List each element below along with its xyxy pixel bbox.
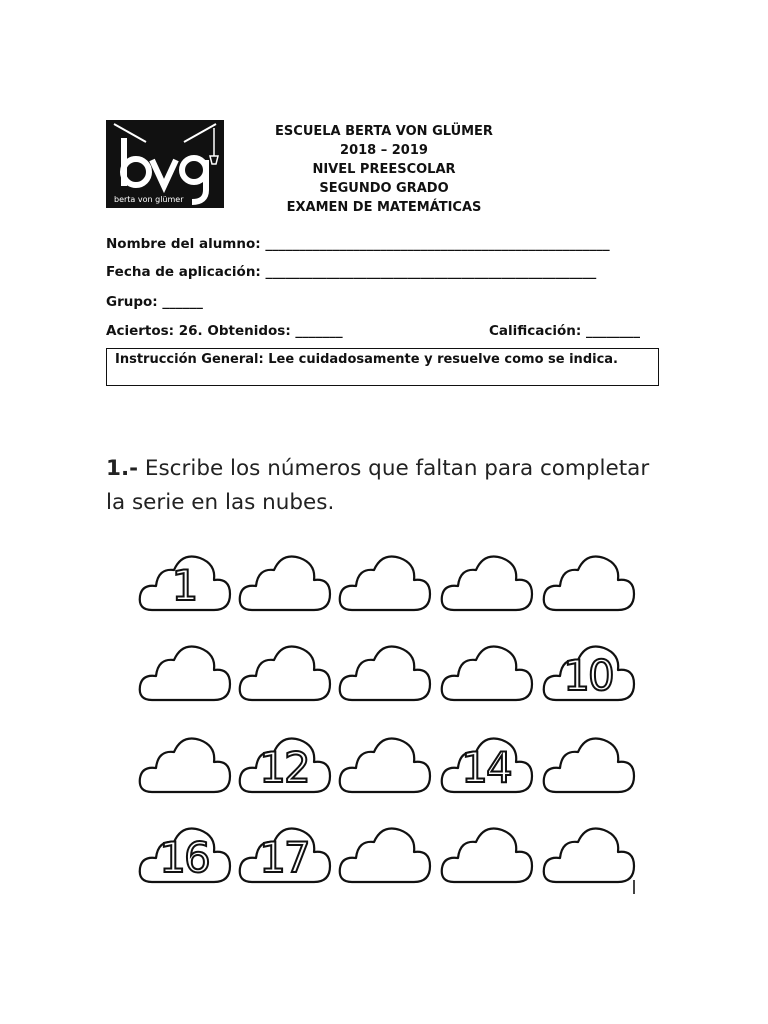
- question-1: [106, 452, 666, 520]
- cloud-icon: [436, 820, 536, 890]
- exam-title: EXAMEN DE MATEMÁTICAS: [286, 200, 482, 215]
- page-mark: [633, 880, 635, 894]
- cloud-16[interactable]: [134, 820, 234, 890]
- cloud-number: 10: [563, 651, 613, 700]
- grade-field[interactable]: Calificación: ________: [489, 323, 641, 339]
- cloud-3[interactable]: [334, 548, 434, 618]
- logo-caption: berta von glümer: [114, 195, 184, 204]
- question-text: Escribe los números que faltan para completar la serie en las nubes.: [106, 456, 650, 515]
- cloud-icon: [436, 638, 536, 708]
- hits-field[interactable]: Aciertos: 26. Obtenidos: _______: [106, 323, 343, 339]
- instruction-box: [106, 348, 659, 386]
- exam-header: [236, 122, 532, 217]
- cloud-9[interactable]: [436, 638, 536, 708]
- cloud-19[interactable]: [436, 820, 536, 890]
- cloud-8[interactable]: [334, 638, 434, 708]
- cloud-number: 16: [159, 833, 209, 882]
- cloud-20[interactable]: [538, 820, 638, 890]
- cloud-icon: [234, 548, 334, 618]
- instruction-text: Instrucción General: Lee cuidadosamente y resuelve como se indica.: [115, 352, 618, 367]
- school-level: NIVEL PREESCOLAR: [312, 162, 456, 177]
- cloud-7[interactable]: [234, 638, 334, 708]
- cloud-icon: [436, 548, 536, 618]
- cloud-17[interactable]: [234, 820, 334, 890]
- cloud-icon: [334, 638, 434, 708]
- cloud-icon: [134, 638, 234, 708]
- cloud-icon: [538, 730, 638, 800]
- cloud-icon: [538, 820, 638, 890]
- cloud-number: 14: [461, 743, 511, 792]
- cloud-icon: [234, 638, 334, 708]
- cloud-icon: [134, 730, 234, 800]
- school-grade: SEGUNDO GRADO: [319, 181, 449, 196]
- cloud-number: 17: [259, 833, 309, 882]
- school-year: 2018 – 2019: [340, 143, 428, 158]
- cloud-1[interactable]: [134, 548, 234, 618]
- cloud-18[interactable]: [334, 820, 434, 890]
- cloud-2[interactable]: [234, 548, 334, 618]
- cloud-11[interactable]: [134, 730, 234, 800]
- cloud-icon: [538, 548, 638, 618]
- school-name: ESCUELA BERTA VON GLÜMER: [275, 124, 493, 139]
- cloud-icon: [334, 820, 434, 890]
- cloud-grid: [126, 540, 646, 900]
- cloud-5[interactable]: [538, 548, 638, 618]
- cloud-icon: [334, 730, 434, 800]
- cloud-number: 12: [259, 743, 309, 792]
- date-field[interactable]: Fecha de aplicación: _________________________________________________: [106, 264, 597, 280]
- cloud-15[interactable]: [538, 730, 638, 800]
- cloud-13[interactable]: [334, 730, 434, 800]
- question-number: 1.-: [106, 456, 139, 481]
- school-logo: [106, 120, 224, 208]
- group-field[interactable]: Grupo: ______: [106, 294, 203, 310]
- cloud-10[interactable]: [538, 638, 638, 708]
- cloud-14[interactable]: [436, 730, 536, 800]
- cloud-number: 1: [171, 561, 197, 610]
- cloud-12[interactable]: [234, 730, 334, 800]
- cloud-4[interactable]: [436, 548, 536, 618]
- student-name-field[interactable]: Nombre del alumno: ___________________________________________________: [106, 236, 610, 252]
- cloud-6[interactable]: [134, 638, 234, 708]
- cloud-icon: [334, 548, 434, 618]
